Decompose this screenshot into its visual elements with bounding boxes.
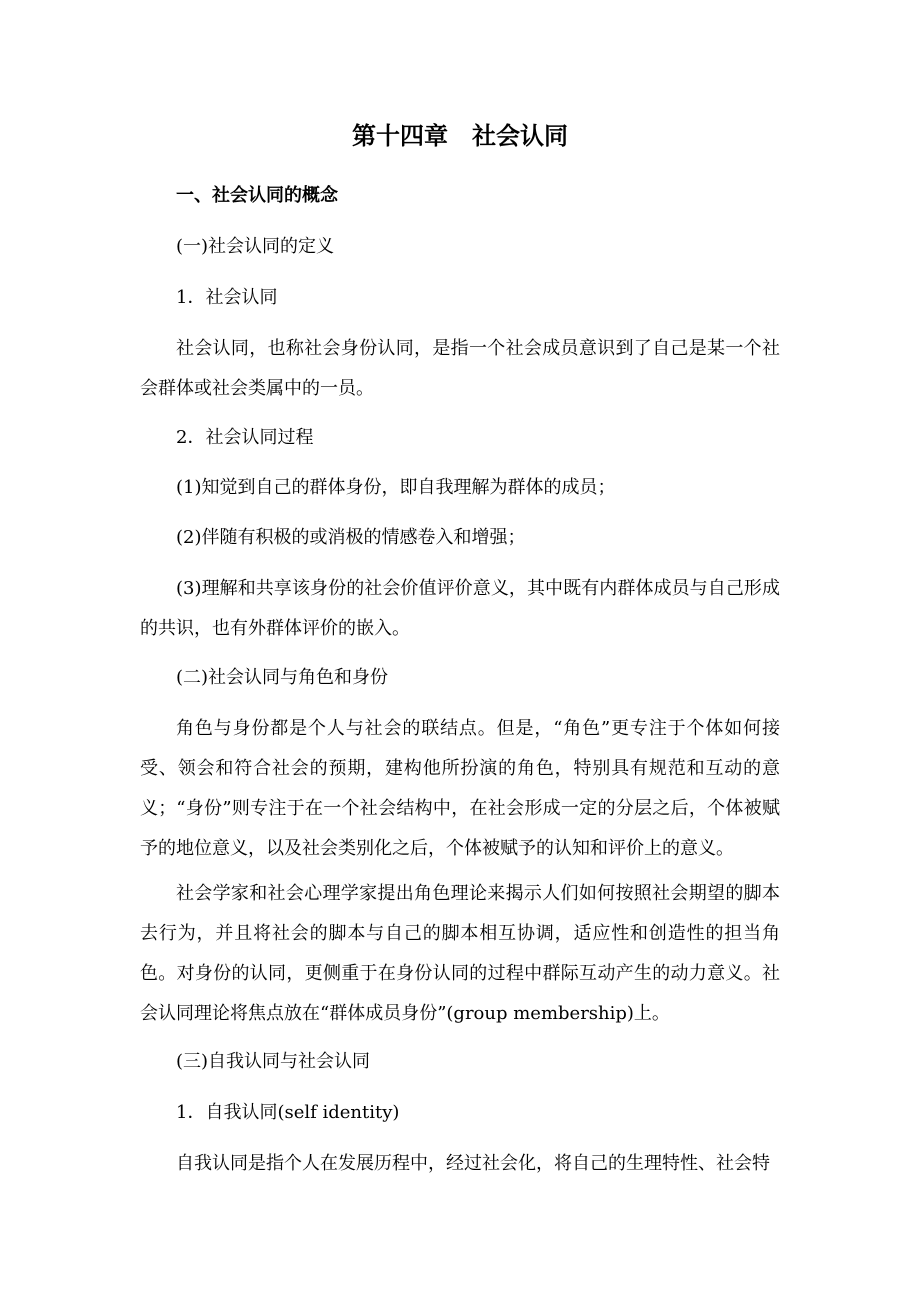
item-heading: 1．社会认同 [176, 287, 278, 308]
chapter-title: 第十四章 社会认同 [352, 121, 568, 150]
section-heading: 一、社会认同的概念 [176, 185, 338, 206]
subsection-heading: (三)自我认同与社会认同 [176, 1051, 371, 1072]
list-item: (1)知觉到自己的群体身份，即自我理解为群体的成员； [176, 477, 616, 498]
paragraph: 社会认同，也称社会身份认同，是指一个社会成员意识到了自己是某一个社会群体或社会类属中的一员。 [140, 338, 780, 399]
item-heading: 2．社会认同过程 [176, 427, 314, 448]
subsection-heading: (二)社会认同与角色和身份 [176, 667, 389, 688]
list-item: (3)理解和共享该身份的社会价值评价意义，其中既有内群体成员与自己形成的共识，也有外群体评价的嵌入。 [140, 578, 780, 639]
item-heading: 1．自我认同(self identity) [176, 1102, 400, 1123]
list-item: (2)伴随有积极的或消极的情感卷入和增强； [176, 527, 526, 548]
paragraph: 社会学家和社会心理学家提出角色理论来揭示人们如何按照社会期望的脚本去行为，并且将社会的脚本与自己的脚本相互协调，适应性和创造性的担当角色。对身份的认同，更侧重于在身份认同的过程中群际互动产生的动力意义。社会认同理论将焦点放在“群体成员身份”(group membership)上。 [140, 883, 780, 1024]
subsection-heading: (一)社会认同的定义 [176, 236, 335, 257]
paragraph: 自我认同是指个人在发展历程中，经过社会化，将自己的生理特性、社会特 [176, 1153, 770, 1174]
paragraph: 角色与身份都是个人与社会的联结点。但是，“角色”更专注于个体如何接受、领会和符合社会的预期，建构他所扮演的角色，特别具有规范和互动的意义；“身份”则专注于在一个社会结构中，在社会形成一定的分层之后，个体被赋予的地位意义，以及社会类别化之后，个体被赋予的认知和评价上的意义。 [140, 718, 780, 859]
